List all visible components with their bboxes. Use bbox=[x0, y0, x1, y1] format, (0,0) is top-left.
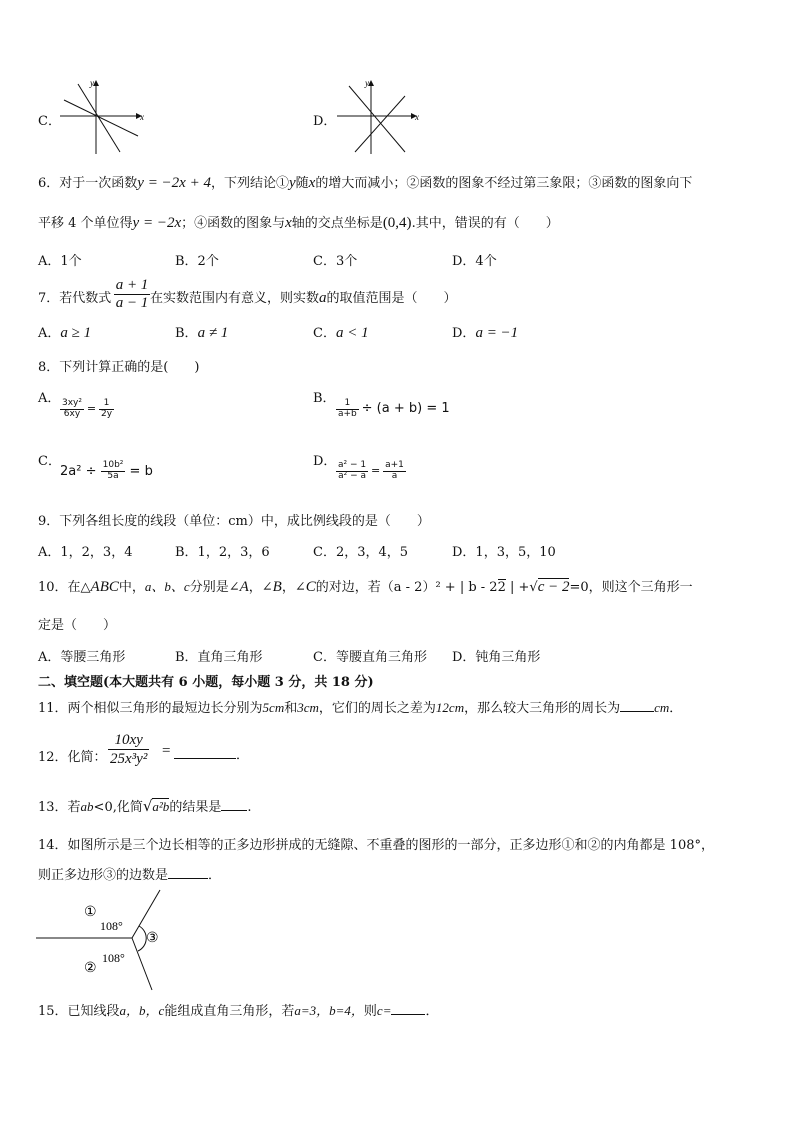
q8-option-c-label: C． bbox=[38, 454, 61, 469]
q14-label-3: ③ bbox=[146, 931, 159, 946]
q7-option-d: D．a = −1 bbox=[452, 325, 519, 341]
q8-b-den: a+b bbox=[338, 408, 357, 419]
q5-option-d-label: D． bbox=[313, 114, 337, 129]
q7-stem-lead: 7．若代数式 bbox=[38, 291, 112, 306]
q6-option-a: A．1个 bbox=[38, 254, 82, 269]
q8-option-b-expr bbox=[336, 399, 450, 420]
q8-option-c-expr bbox=[60, 461, 153, 482]
q12-num: 10xy bbox=[108, 731, 149, 750]
q14-label-2: ② bbox=[84, 961, 97, 976]
q5-graph-d bbox=[335, 76, 425, 156]
q10-abc: ABC bbox=[90, 579, 119, 595]
q12-answer-blank[interactable] bbox=[174, 746, 236, 759]
q9-option-d: D．1，3，5，10 bbox=[452, 545, 556, 560]
q7-text1: 在实数范围内有意义，则实数 bbox=[150, 291, 320, 306]
q8-a-num: 3xy² bbox=[62, 398, 82, 408]
q5-c-line2 bbox=[78, 84, 120, 152]
q14-angle-1: 108° bbox=[100, 919, 123, 933]
q6-line1 bbox=[38, 172, 692, 192]
q9-stem: 9．下列各组长度的线段（单位：cm）中，成比例线段的是（ ） bbox=[38, 514, 430, 529]
q6-var-x2: x bbox=[285, 215, 292, 231]
q13-text: 13．若ab<0,化简√a²b的结果是 . bbox=[38, 797, 252, 815]
q5-c-line1 bbox=[64, 100, 138, 136]
q12-equals: = bbox=[162, 743, 171, 759]
q5-c-x-label: x bbox=[140, 112, 144, 122]
q7-option-c: C．a < 1 bbox=[313, 325, 369, 341]
q8-d-rden: a bbox=[391, 470, 398, 481]
q15-answer-blank[interactable] bbox=[391, 1002, 425, 1015]
q10-option-c: C．等腰直角三角形 bbox=[313, 650, 427, 665]
q7-option-b: B．a ≠ 1 bbox=[175, 325, 229, 341]
q6-option-b: B．2个 bbox=[175, 254, 219, 269]
q8-option-d-label: D． bbox=[313, 454, 337, 469]
q10-line2: 定是（ ） bbox=[38, 618, 117, 633]
q8-a-rnum: 1 bbox=[99, 399, 114, 410]
q7-fraction bbox=[114, 277, 150, 312]
q5-graph-c bbox=[58, 76, 148, 156]
q5-option-c-label: C． bbox=[38, 114, 61, 129]
q8-d-rnum: a+1 bbox=[385, 460, 404, 470]
q14-line1: 14．如图所示是三个边长相等的正多边形拼成的无缝隙、不重叠的图形的一部分，正多边形①和②的内角都是 108°， bbox=[38, 838, 714, 853]
q13-radicand: a²b bbox=[152, 799, 170, 814]
q6-option-c: C．3个 bbox=[313, 254, 358, 269]
q10-sides: a、b、c bbox=[144, 579, 190, 594]
q14-line2: 则正多边形③的边数是 ． bbox=[38, 868, 222, 883]
q7-stem-rest bbox=[150, 287, 457, 307]
q9-option-a: A．1，2，3，4 bbox=[38, 545, 133, 560]
q8-c-left: 2a² ÷ bbox=[60, 463, 97, 479]
q14-figure bbox=[36, 886, 206, 994]
q10-sqrt2: c − 2 bbox=[537, 579, 570, 595]
q8-a-den: 6xy bbox=[63, 408, 81, 419]
q8-d-num: a² − 1 bbox=[338, 460, 367, 470]
q6-text1: ，下列结论① bbox=[210, 176, 289, 191]
q10-option-a: A．等腰三角形 bbox=[38, 650, 126, 665]
q14-answer-blank[interactable] bbox=[168, 866, 208, 879]
q12-answer: ． bbox=[174, 744, 249, 763]
q10-option-b: B．直角三角形 bbox=[175, 650, 263, 665]
q10-option-d: D．钝角三角形 bbox=[452, 650, 541, 665]
q7-var-a: a bbox=[319, 290, 327, 306]
q11-answer-blank[interactable] bbox=[620, 699, 654, 712]
q12-den: 25x³y² bbox=[110, 751, 148, 767]
q7-fraction-num: a + 1 bbox=[115, 277, 149, 293]
q8-d-den: a² − a bbox=[338, 470, 367, 481]
q6-var-x: x bbox=[308, 175, 316, 191]
q5-d-x-label: x bbox=[415, 112, 419, 122]
q13-answer-blank[interactable] bbox=[221, 798, 247, 811]
q8-c-num: 10b² bbox=[102, 460, 124, 470]
q14-angle-2: 108° bbox=[102, 951, 125, 965]
q6-text2: 随 bbox=[295, 176, 309, 191]
q6-var-y: y bbox=[288, 175, 296, 191]
q8-b-rest: ÷ (a + b) = 1 bbox=[361, 400, 450, 416]
q6-function: y = −2x + 4 bbox=[137, 175, 211, 191]
q8-option-b-label: B． bbox=[313, 391, 336, 406]
q5-c-y-label: y bbox=[90, 78, 94, 88]
q15-text: 15．已知线段a，b，c能组成直角三角形，若a=3，b=4，则c= ． bbox=[38, 1003, 439, 1019]
q6-line2 bbox=[38, 212, 559, 232]
q12-label: 12．化简： bbox=[38, 750, 107, 765]
q8-b-num: 1 bbox=[336, 399, 359, 410]
q6-text3: 的增大而减小；②函数的图象不经过第三象限；③函数的图象向下 bbox=[315, 176, 693, 191]
q6-line2-d: 轴的交点坐标是 bbox=[291, 216, 383, 231]
q12-fraction bbox=[108, 731, 149, 768]
q8-a-rden: 2y bbox=[100, 408, 113, 419]
q5-d-line1 bbox=[349, 86, 405, 152]
q10-condition: 的对边，若（a - 2）² + | b - 2 bbox=[315, 580, 498, 595]
section2-title: 二、填空题(本大题共有 6 小题，每小题 3 分，共 18 分) bbox=[38, 675, 374, 690]
q6-line2-b: ；④函数的图象与 bbox=[181, 216, 286, 231]
q8-stem: 8．下列计算正确的是( ) bbox=[38, 360, 200, 375]
q11-text: 11．两个相似三角形的最短边长分别为5cm和3cm，它们的周长之差为12cm，那么较大三角形的周长为 cm． bbox=[38, 700, 683, 716]
q8-c-den: 5a bbox=[107, 470, 119, 481]
q14-angle-arc bbox=[138, 926, 146, 951]
q8-option-a-label: A． bbox=[38, 391, 61, 406]
q7-option-a: A．a ≥ 1 bbox=[38, 325, 92, 341]
q6-point: (0,4) bbox=[382, 215, 412, 231]
q6-function2: y = −2x bbox=[132, 215, 182, 231]
q6-line2-e: .其中，错误的有（ ） bbox=[411, 216, 559, 231]
q10-line1: 10．在△ABC中，a、b、c分别是∠A，∠B，∠C的对边，若（a - 2）² + | b - 22 | +√c − 2=0，则这个三角形一 bbox=[38, 579, 693, 595]
q6-stem: 6．对于一次函数 bbox=[38, 176, 138, 191]
q7-text2: 的取值范围是（ ） bbox=[326, 291, 457, 306]
q7-fraction-den: a − 1 bbox=[115, 295, 149, 311]
q6-line2-a: 平移 4 个单位得 bbox=[38, 216, 133, 231]
q10-sqrt1: 2 bbox=[497, 580, 506, 595]
q5-d-y-label: y bbox=[365, 78, 369, 88]
q8-option-a-expr: $\frac{\text{3xy²}}{6xy}$ = $\frac{1}{2y}$ bbox=[62, 398, 113, 419]
q14-label-1: ① bbox=[84, 905, 97, 920]
q8-c-right: = b bbox=[129, 463, 153, 479]
q9-option-b: B．1，2，3，6 bbox=[175, 545, 270, 560]
q6-option-d: D．4个 bbox=[452, 254, 497, 269]
q8-option-d-expr: $\frac{\text{a² − 1}}{\text{a² − a}}$ = $\frac{a+1}{a}$ bbox=[338, 460, 404, 481]
q9-option-c: C．2，3，4，5 bbox=[313, 545, 409, 560]
